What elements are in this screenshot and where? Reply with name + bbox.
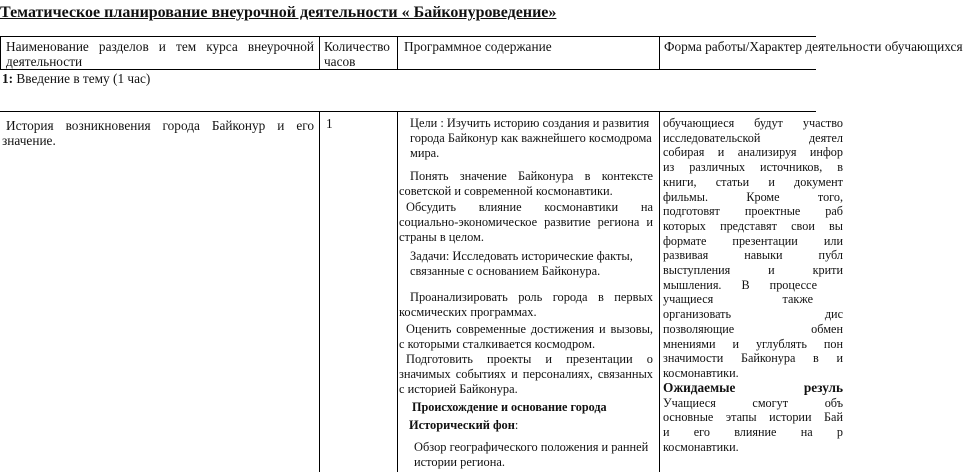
activity-line: развивая навыки публ	[663, 248, 843, 263]
activity-line: исследовательской деятел	[663, 130, 843, 145]
activity-line: позволяющие обмен	[663, 321, 843, 336]
task-4: Подготовить проекты и презентации о значимых событиях и персоналиях, связанных с историей Байконура.	[399, 352, 653, 396]
header-activity: Форма работы/Характер деятельности обучающихся	[664, 39, 963, 54]
table-border-top	[0, 36, 816, 37]
column-divider-3	[659, 36, 660, 70]
header-content: Программное содержание	[404, 39, 552, 54]
hours-cell: 1	[326, 116, 333, 131]
activity-line: учащиеся также	[663, 292, 813, 307]
section-title	[2, 71, 150, 86]
activity-line: фильмы. Кроме того,	[663, 189, 843, 204]
header-hours: Количество часов	[324, 39, 390, 69]
column-divider-2	[397, 36, 398, 70]
activity-line: мышления. В процессе	[663, 277, 817, 292]
task-3: Оценить современные достижения и вызовы, с которыми сталкивается космодром.	[399, 322, 653, 351]
task-1: Задачи: Исследовать исторические факты, связанные с основанием Байконура.	[410, 249, 633, 278]
expected-line: Учащиеся смогут объ	[663, 395, 843, 410]
table-border-left	[0, 36, 1, 70]
activity-line: выступления и крити	[663, 263, 843, 277]
historical-background-text: Обзор географического положения и ранней истории региона.	[414, 440, 649, 469]
activity-line: подготовят проектные раб	[663, 204, 843, 219]
section-number: 1:	[2, 71, 14, 86]
section-row-bottom-line	[0, 111, 816, 112]
goal-3: Обсудить влияние космонавтики на социально-экономическое развитие региона и страны в целом.	[399, 200, 653, 244]
task-2: Проанализировать роль города в первых космических программах.	[399, 290, 653, 319]
column-divider-1	[319, 111, 320, 472]
activity-line: мнениями и углублять пон	[663, 336, 843, 351]
topic-cell: История возникновения города Байконур и его значение.	[2, 118, 314, 148]
header-topics: Наименование разделов и тем курса внеурочной деятельности	[6, 39, 314, 69]
header-row-bottom-line	[0, 69, 816, 70]
section-subheading: Происхождение и основание города	[412, 400, 607, 414]
tasks-label: Задачи:	[410, 249, 450, 263]
expected-results-heading: Ожидаемые резуль	[663, 380, 843, 395]
page-title: Тематическое планирование внеурочной деятельности « Байконуроведение»	[0, 4, 557, 21]
historical-background-label: Исторический фон:	[409, 418, 519, 432]
expected-line: космонавтики.	[663, 439, 739, 454]
goals-label: Цели :	[410, 116, 444, 130]
activity-line: обучающиеся будут участво	[663, 116, 843, 130]
activity-line: из различных источников, в	[663, 160, 843, 175]
goal-2: Понять значение Байконура в контексте советской и современной космонавтики.	[399, 169, 653, 198]
activity-line: организовать дис	[663, 307, 843, 322]
column-divider-2	[397, 111, 398, 472]
column-divider-3	[659, 111, 660, 472]
activity-line: книги, статьи и документ	[663, 174, 843, 189]
column-divider-1	[319, 36, 320, 70]
expected-line: основные этапы истории Бай	[663, 410, 843, 425]
activity-line: которых представят свои вы	[663, 218, 843, 233]
goal-1: Цели : Изучить историю создания и развития города Байконур как важнейшего космодрома мира.	[410, 116, 652, 160]
expected-line: и его влияние на р	[663, 424, 843, 439]
activity-line: значимости Байконура в и	[663, 351, 843, 366]
activity-line: космонавтики.	[663, 365, 739, 380]
activity-line: собирая и анализируя инфор	[663, 145, 843, 160]
activity-line: формате презентации или	[663, 233, 843, 248]
section-label: Введение в тему (1 час)	[13, 71, 151, 86]
